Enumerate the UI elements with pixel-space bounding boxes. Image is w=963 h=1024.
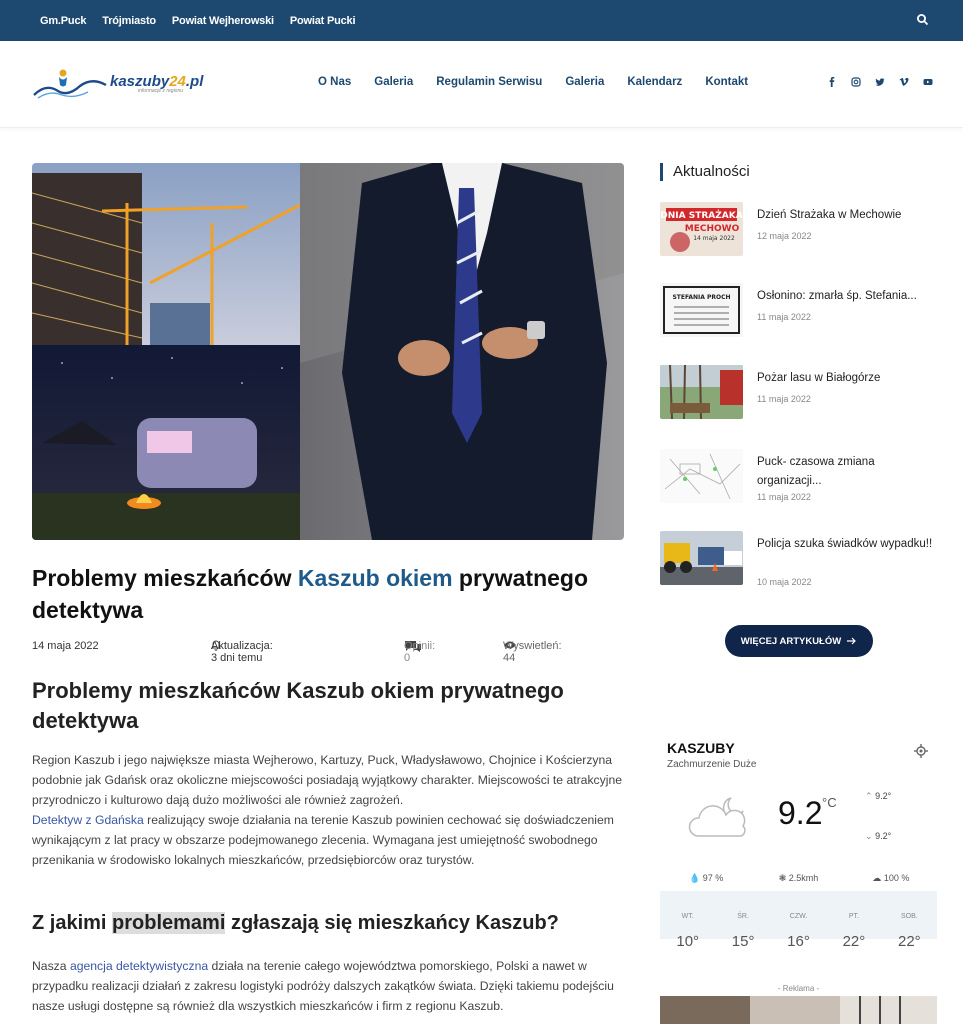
article-subheading: Z jakimi problemami zgłaszają się mieszkańcy Kaszub? [32, 912, 559, 934]
weather-low: ⌄ 9.2° [865, 831, 892, 841]
detective-gdansk-link[interactable]: Detektyw z Gdańska [32, 813, 144, 827]
news-title[interactable]: Dzień Strażaka w Mechowie [757, 209, 902, 221]
arrow-right-icon [847, 637, 857, 645]
sidebar-heading: Aktualności [660, 163, 750, 181]
locate-icon[interactable] [914, 744, 928, 758]
logo-tagline: informacje z regionu [138, 88, 184, 94]
vimeo-icon[interactable] [899, 77, 909, 87]
forecast-day: ŚR. 15° [731, 913, 755, 950]
search-icon[interactable] [915, 12, 931, 28]
site-logo[interactable] [32, 68, 232, 100]
nav-kalendarz[interactable]: Kalendarz [627, 76, 683, 88]
news-date: 11 maja 2022 [757, 492, 811, 502]
main-nav [318, 76, 771, 88]
weather-high: ⌃ 9.2° [865, 791, 892, 801]
weather-forecast [660, 891, 937, 950]
weather-unit: °C [822, 795, 837, 810]
news-thumbnail[interactable] [660, 365, 743, 419]
logo-icon [32, 68, 108, 100]
article-date: 14 maja 2022 [32, 640, 99, 652]
topbar-link-trojmiasto[interactable]: Trójmiasto [102, 14, 156, 27]
article-views: Wyswietleń: 44 [503, 640, 562, 664]
forecast-day: WT. 10° [676, 913, 700, 950]
humidity: 💧 97 % [689, 873, 724, 883]
svg-text:DNIA STRAŻAKA: DNIA STRAŻAKA [660, 211, 743, 221]
weather-location: KASZUBY [667, 740, 735, 756]
news-title[interactable]: Puck- czasowa zmiana organizacji... [757, 456, 875, 487]
news-thumbnail[interactable] [660, 531, 743, 585]
news-thumbnail[interactable] [660, 202, 743, 256]
article-hero-image [32, 163, 624, 540]
more-articles-button[interactable]: WIĘCEJ ARTYKUŁÓW [725, 625, 873, 657]
article-paragraph-2: Nasza agencja detektywistyczna działa na terenie całego województwa pomorskiego, Polski a nawet w przypadku realizacji działań z zakresu logistyki podróży dalszych zakątków świata. Dzięki takiemu podejściu nasze usługi dostępne są również dla wszystkich mieszkańców i firm z regionu Kaszub. [32, 959, 614, 1013]
weather-temperature: 9.2 [778, 795, 823, 831]
weather-widget [660, 740, 937, 950]
news-item[interactable] [660, 531, 940, 587]
nav-kontakt[interactable]: Kontakt [705, 76, 749, 88]
detective-agency-link[interactable]: agencja detektywistyczna [69, 959, 209, 973]
news-item[interactable] [660, 449, 940, 505]
clouds: ☁ 100 % [872, 873, 910, 883]
svg-text:14 maja 2022: 14 maja 2022 [693, 235, 735, 242]
news-title[interactable]: Policja szuka świadków wypadku!! [757, 538, 933, 550]
twitter-icon[interactable] [875, 77, 885, 87]
news-thumbnail[interactable] [660, 283, 743, 337]
nav-galeria-2[interactable]: Galeria [565, 76, 605, 88]
news-title[interactable]: Osłonino: zmarła śp. Stefania... [757, 290, 917, 302]
article-comments[interactable]: Opinii: 0 [404, 640, 436, 664]
forecast-day: SOB. 22° [897, 913, 921, 950]
nav-o-nas[interactable]: O Nas [318, 76, 352, 88]
cloud-moon-icon [684, 794, 752, 840]
news-item[interactable] [660, 202, 940, 258]
facebook-icon[interactable] [827, 77, 837, 87]
news-date: 11 maja 2022 [757, 394, 811, 404]
news-date: 10 maja 2022 [757, 577, 812, 587]
forecast-day: PT. 22° [842, 913, 866, 950]
article-meta [32, 640, 624, 664]
site-header [0, 41, 963, 128]
weather-condition: Zachmurzenie Duże [667, 759, 757, 770]
topbar-link-powiat-pucki[interactable]: Powiat Pucki [289, 14, 356, 27]
article-heading: Problemy mieszkańców Kaszub okiem prywatnego detektywa [32, 678, 564, 733]
news-thumbnail[interactable] [660, 449, 743, 503]
article-title: Problemy mieszkańców Kaszub okiem prywatnego detektywa [32, 565, 589, 623]
youtube-icon[interactable] [923, 77, 933, 87]
wind: ❃ 2.5kmh [778, 873, 819, 883]
advertisement[interactable] [660, 996, 937, 1024]
nav-regulamin[interactable]: Regulamin Serwisu [436, 76, 543, 88]
news-item[interactable] [660, 365, 940, 421]
news-date: 12 maja 2022 [757, 231, 812, 241]
top-bar [0, 0, 963, 41]
weather-stats [660, 873, 937, 884]
svg-text:STEFANIA PROCH: STEFANIA PROCH [672, 294, 731, 301]
logo-text: kaszuby24.pl [110, 73, 204, 90]
instagram-icon[interactable] [851, 77, 861, 87]
ad-label: - Reklama - [777, 984, 820, 993]
news-date: 11 maja 2022 [757, 312, 811, 322]
article-paragraph-1: Region Kaszub i jego największe miasta Wejherowo, Kartuzy, Puck, Władysławowo, Chojnice i Kościerzyna podobnie jak Gdańsk oraz okoliczne miejscowości posiadają wyjątkowy charakter. Miejscowości te atrakcyjne przyrodniczo i kulturowo dają dużo możliwości ale również zagrożeń. Detektyw z Gdańska realizujący swoje działania na terenie Kaszub powinien cechować się doświadczeniem wynikającym z lat pracy w obszarze podejmowanego zlecenia. Wymagana jest umiejętność swobodnego przenikania w środowisko lokalnych mieszkańców, przedsiębiorców oraz turystów. [32, 753, 623, 867]
forecast-day: CZW. 16° [787, 913, 810, 950]
news-title[interactable]: Pożar lasu w Białogórze [757, 372, 881, 384]
article-updated: Aktualizacja: 3 dni temu [211, 640, 273, 664]
topbar-link-powiat-wejherowski[interactable]: Powiat Wejherowski [171, 14, 274, 27]
svg-text:MECHOWO: MECHOWO [684, 224, 740, 234]
social-links [827, 77, 933, 87]
news-item[interactable] [660, 283, 940, 339]
topbar-link-gm-puck[interactable]: Gm.Puck [40, 14, 87, 27]
nav-galeria[interactable]: Galeria [374, 76, 414, 88]
